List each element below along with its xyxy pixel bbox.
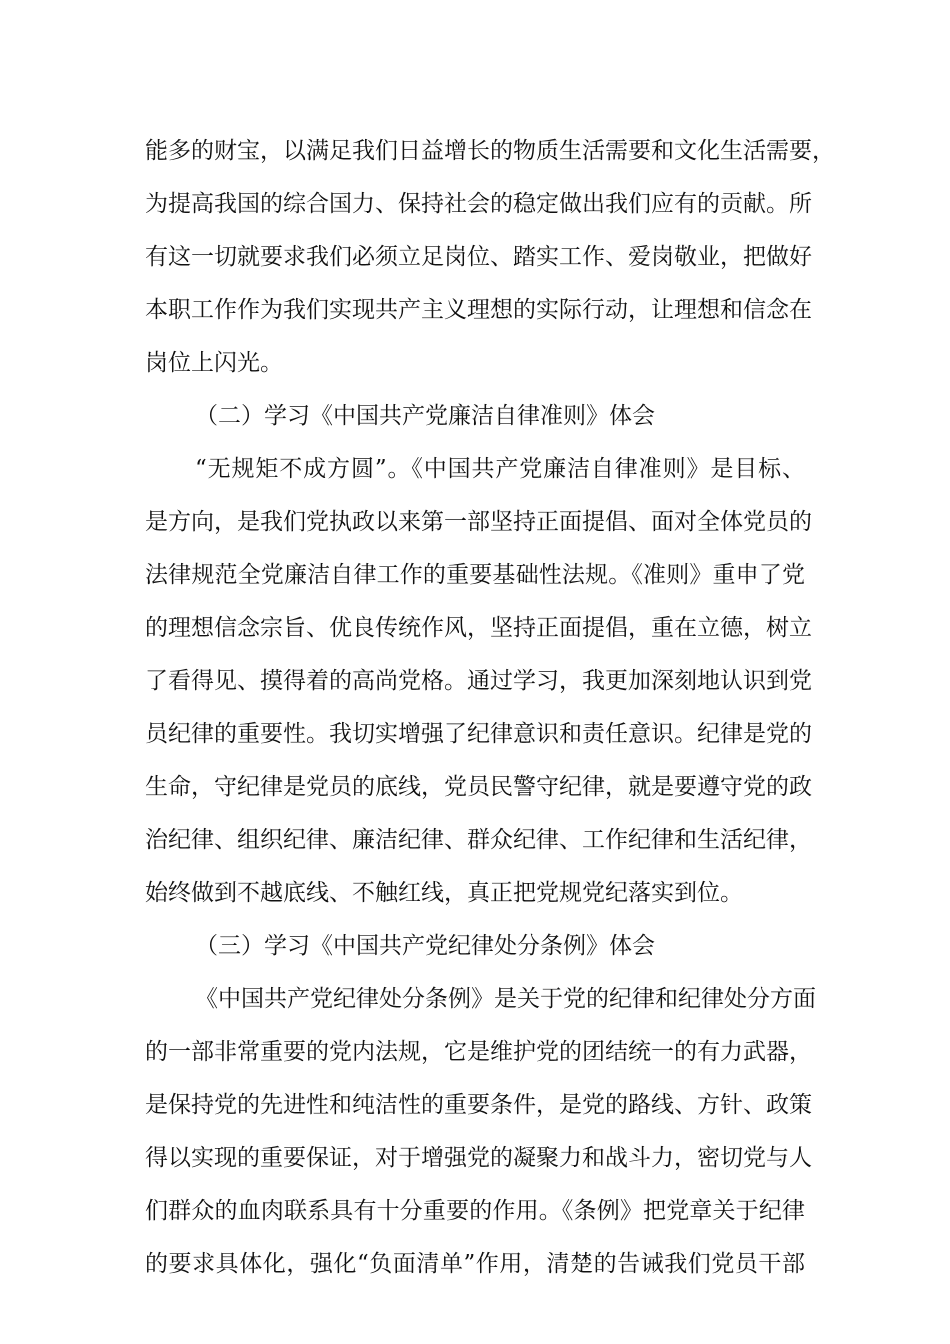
text-line: 始终做到不越底线、不触红线，真正把党规党纪落实到位。 <box>145 880 743 906</box>
text-line: 为提高我国的综合国力、保持社会的稳定做出我们应有的贡献。所 <box>145 191 812 217</box>
text-line: 得以实现的重要保证，对于增强党的凝聚力和战斗力，密切党与人 <box>145 1145 812 1171</box>
section-heading: （三）学习《中国共产党纪律处分条例》体会 <box>195 933 655 959</box>
text-line: 本职工作作为我们实现共产主义理想的实际行动，让理想和信念在 <box>145 297 812 323</box>
text-line: 《中国共产党纪律处分条例》是关于党的纪律和纪律处分方面 <box>195 986 816 1012</box>
text-line: 治纪律、组织纪律、廉洁纪律、群众纪律、工作纪律和生活纪律， <box>145 827 812 853</box>
text-line: 岗位上闪光。 <box>145 350 283 376</box>
text-line: 生命，守纪律是党员的底线，党员民警守纪律，就是要遵守党的政 <box>145 774 812 800</box>
text-line: 们群众的血肉联系具有十分重要的作用。《条例》把党章关于纪律 <box>145 1198 805 1224</box>
text-line: “无规矩不成方圆”。《中国共产党廉洁自律准则》是目标、 <box>195 456 805 482</box>
section-heading: （二）学习《中国共产党廉洁自律准则》体会 <box>195 403 655 429</box>
text-line: 是方向，是我们党执政以来第一部坚持正面提倡、面对全体党员的 <box>145 509 812 535</box>
text-line: 能多的财宝，以满足我们日益增长的物质生活需要和文化生活需要， <box>145 138 835 164</box>
text-line: 有这一切就要求我们必须立足岗位、踏实工作、爱岗敬业，把做好 <box>145 244 812 270</box>
text-line: 的理想信念宗旨、优良传统作风，坚持正面提倡，重在立德，树立 <box>145 615 812 641</box>
text-line: 是保持党的先进性和纯洁性的重要条件，是党的路线、方针、政策 <box>145 1092 812 1118</box>
text-line: 的要求具体化，强化“负面清单”作用，清楚的告诫我们党员干部 <box>145 1251 805 1277</box>
text-line: 了看得见、摸得着的高尚党格。通过学习，我更加深刻地认识到党 <box>145 668 812 694</box>
text-line: 的一部非常重要的党内法规，它是维护党的团结统一的有力武器， <box>145 1039 812 1065</box>
text-line: 员纪律的重要性。我切实增强了纪律意识和责任意识。纪律是党的 <box>145 721 812 747</box>
text-line: 法律规范全党廉洁自律工作的重要基础性法规。《准则》重申了党 <box>145 562 805 588</box>
